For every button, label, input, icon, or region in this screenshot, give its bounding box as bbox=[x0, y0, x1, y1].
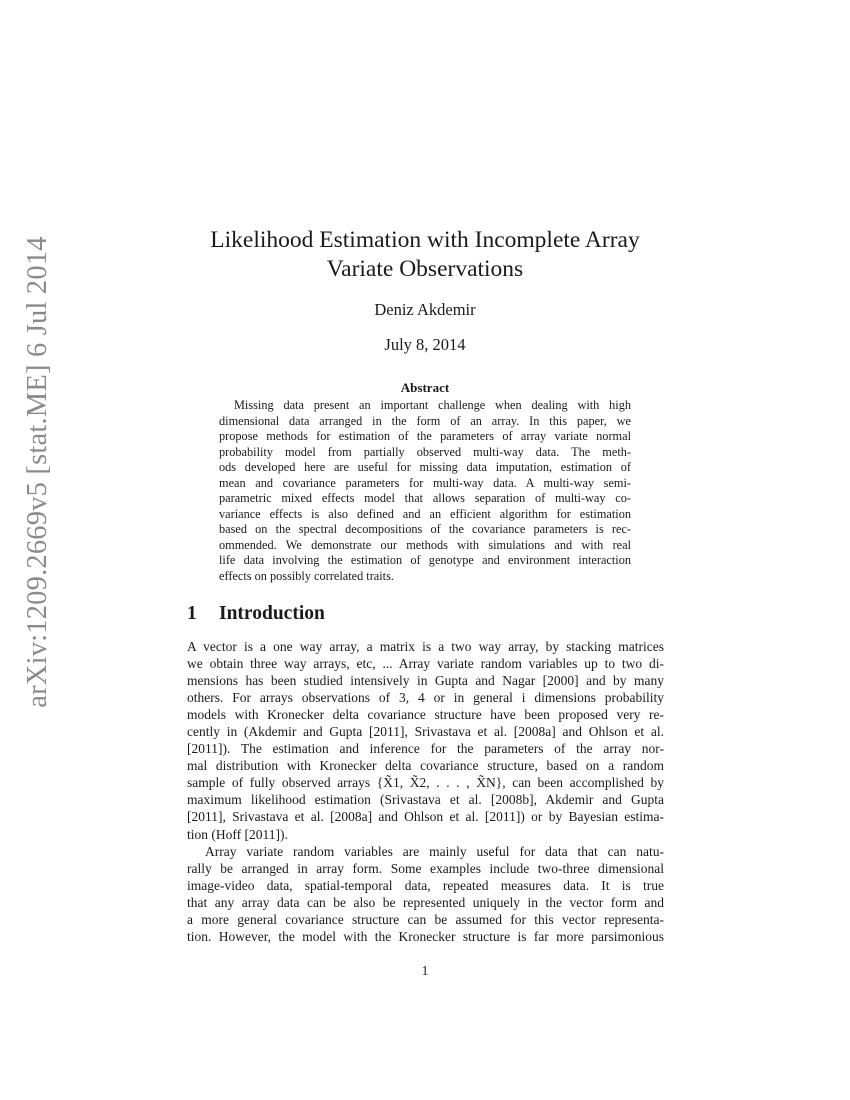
abstract-line: ommended. We demonstrate our methods with simulations and with real bbox=[219, 537, 631, 552]
abstract-line: mean and covariance parameters for multi-way data. A multi-way semi- bbox=[219, 475, 631, 490]
arxiv-stamp bbox=[0, 0, 60, 1100]
paragraph-line: [2011], Srivastava et al. [2008a] and Ohlson et al. [2011]) or by Bayesian estima- bbox=[187, 809, 664, 825]
paragraph-line: cently in (Akdemir and Gupta [2011], Srivastava et al. [2008a] and Ohlson et al. bbox=[187, 724, 664, 740]
paragraph-line: that any array data can be also be represented uniquely in the vector form and bbox=[187, 894, 664, 910]
abstract-line: variance effects is also defined and an efficient algorithm for estimation bbox=[219, 506, 631, 521]
paragraph-line: mensions has been studied intensively in Gupta and Nagar [2000] and by many bbox=[187, 673, 664, 689]
paragraph-line: tion. However, the model with the Kronecker structure is far more parsimonious bbox=[187, 928, 664, 944]
title-line: Variate Observations bbox=[326, 256, 524, 282]
title-line: Likelihood Estimation with Incomplete Array bbox=[210, 227, 640, 253]
paragraph-line: A vector is a one way array, a matrix is a two way array, by stacking matrices bbox=[187, 639, 664, 654]
abstract-line: based on the spectral decompositions of the covariance parameters is rec- bbox=[219, 522, 631, 537]
abstract-line: ods developed here are useful for missing data imputation, estimation of bbox=[219, 460, 631, 475]
abstract-body bbox=[219, 398, 631, 585]
paragraph-line: a more general covariance structure can be assumed for this vector representa- bbox=[187, 911, 664, 927]
introduction-body bbox=[187, 638, 664, 945]
paper-title bbox=[150, 226, 700, 284]
paragraph-line: maximum likelihood estimation (Srivastava et al. [2008b], Akdemir and Gupta bbox=[187, 792, 664, 808]
paragraph-line: Array variate random variables are mainly useful for data that can natu- bbox=[205, 843, 664, 859]
abstract-heading: Abstract bbox=[400, 380, 450, 395]
page-number: 1 bbox=[421, 963, 429, 978]
paragraph-line: image-video data, spatial-temporal data, repeated measures data. It is true bbox=[187, 877, 664, 893]
section-number: 1 bbox=[187, 603, 197, 624]
abstract-line: probability model from partially observed multi-way data. The meth- bbox=[219, 444, 631, 459]
abstract-line: Missing data present an important challenge when dealing with high bbox=[234, 398, 631, 412]
author: Deniz Akdemir bbox=[374, 300, 476, 319]
section-heading bbox=[187, 603, 325, 625]
abstract-line: effects on possibly correlated traits. bbox=[219, 569, 394, 584]
abstract-line: propose methods for estimation of the parameters of array variate normal bbox=[219, 429, 631, 444]
abstract-line: life data involving the estimation of genotype and environment interaction bbox=[219, 553, 631, 568]
arxiv-stamp-text: arXiv:1209.2669v5 [stat.ME] 6 Jul 2014 bbox=[22, 236, 53, 708]
paragraph-line: we obtain three way arrays, etc, ... Array variate random variables up to two di- bbox=[187, 656, 664, 672]
section-title: Introduction bbox=[219, 603, 325, 624]
paragraph-line: [2011]). The estimation and inference for the parameters of the array nor- bbox=[187, 741, 664, 757]
paragraph-line: rally be arranged in array form. Some examples include two-three dimensional bbox=[187, 860, 664, 876]
abstract-line: parametric mixed effects model that allows separation of multi-way co- bbox=[219, 491, 631, 506]
date: July 8, 2014 bbox=[384, 335, 466, 354]
abstract-line: dimensional data arranged in the form of an array. In this paper, we bbox=[219, 413, 631, 428]
paragraph-line: others. For arrays observations of 3, 4 or in general i dimensions probability bbox=[187, 690, 664, 706]
paragraph-line: mal distribution with Kronecker delta covariance structure, based on a random bbox=[187, 758, 664, 774]
paragraph-line: tion (Hoff [2011]). bbox=[187, 826, 288, 842]
paragraph-line: models with Kronecker delta covariance structure have been proposed very re- bbox=[187, 707, 664, 723]
paragraph-line: sample of fully observed arrays {X̃1, X̃2, . . . , X̃N}, can been accomplished by bbox=[187, 775, 664, 791]
